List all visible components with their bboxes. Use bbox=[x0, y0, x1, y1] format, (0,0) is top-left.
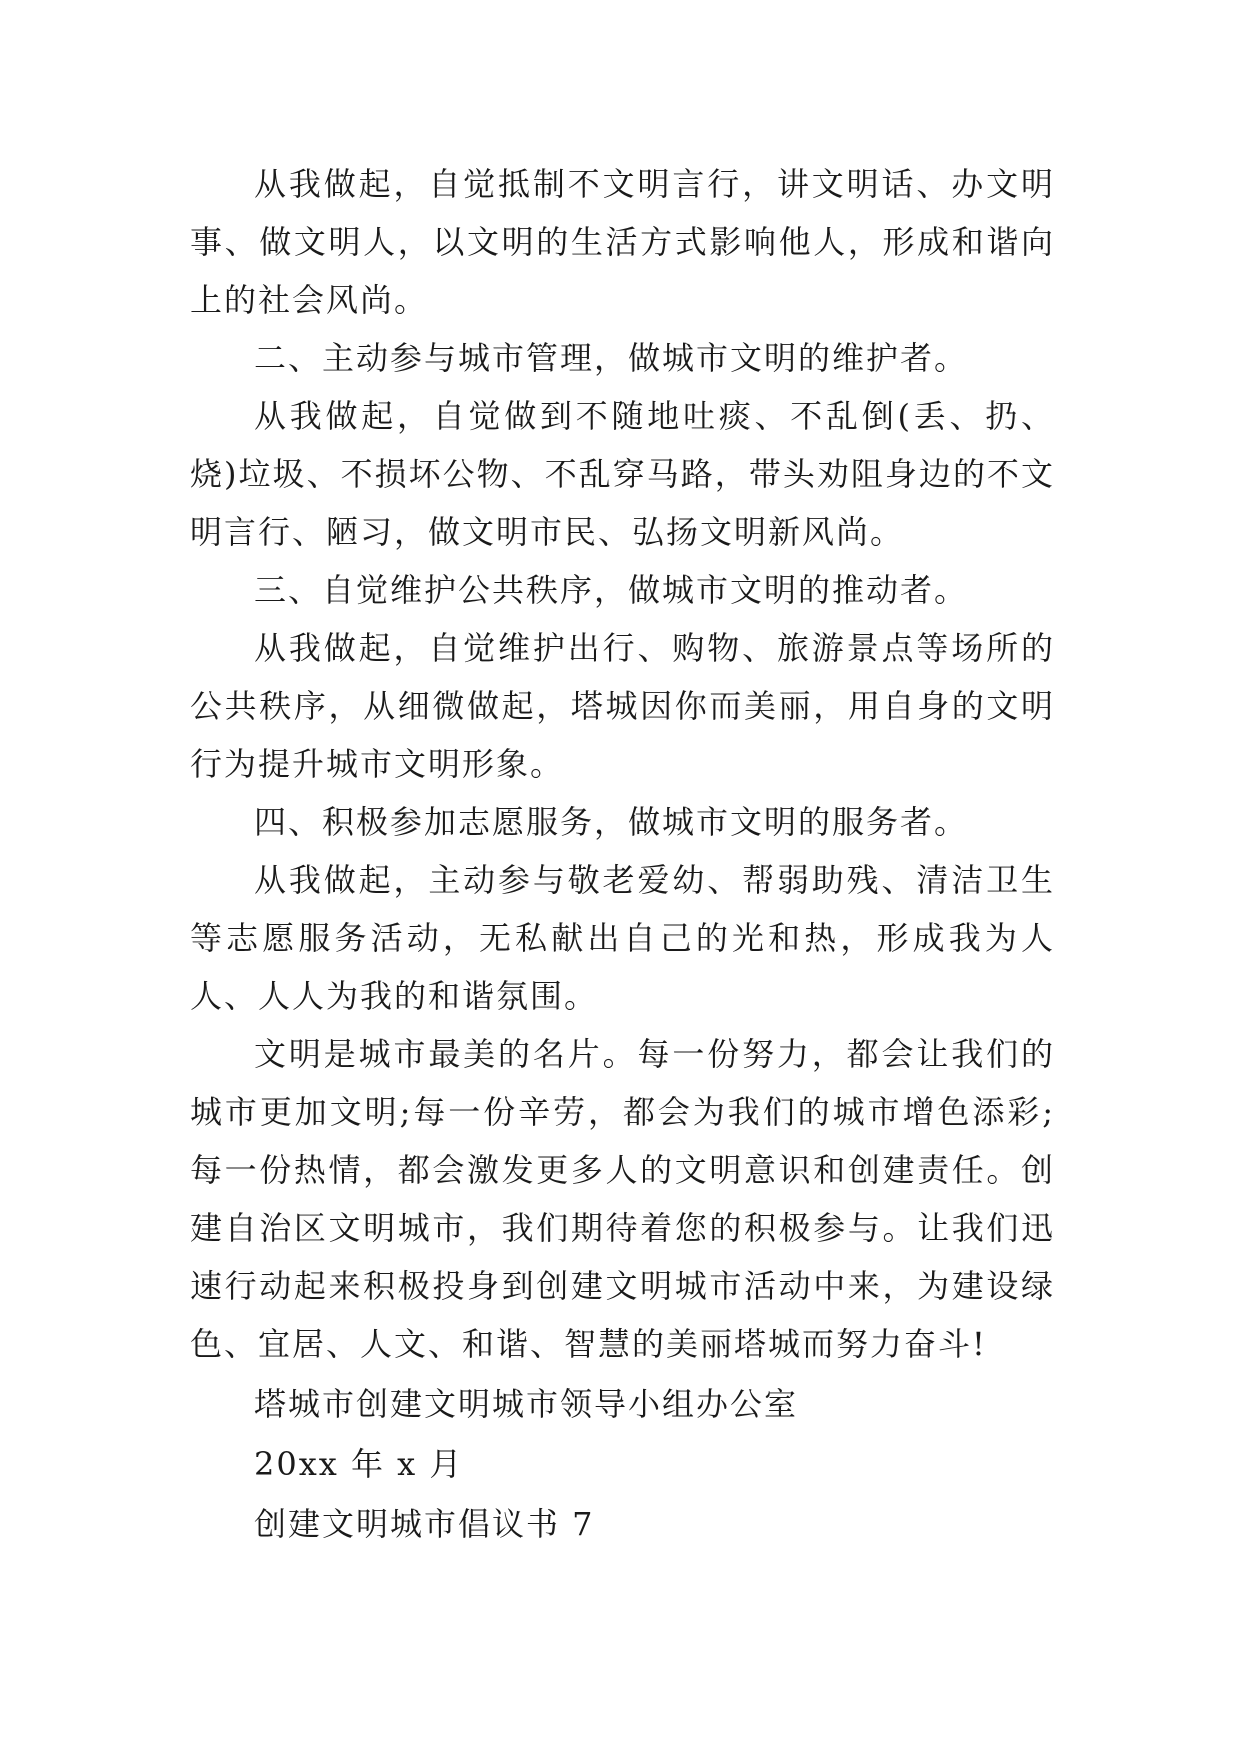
paragraph-1: 从我做起，自觉抵制不文明言行，讲文明话、办文明事、做文明人，以文明的生活方式影响他人，形成和谐向上的社会风尚。 bbox=[190, 165, 1055, 319]
signature-organization: 塔城市创建文明城市领导小组办公室 bbox=[254, 1385, 799, 1423]
section-heading-3: 三、自觉维护公共秩序，做城市文明的推动者。 bbox=[254, 571, 969, 609]
section-heading-4: 四、积极参加志愿服务，做城市文明的服务者。 bbox=[254, 803, 969, 841]
paragraph-2: 从我做起，自觉做到不随地吐痰、不乱倒(丢、扔、烧)垃圾、不损坏公物、不乱穿马路，带头劝阻身边的不文明言行、陋习，做文明市民、弘扬文明新风尚。 bbox=[190, 397, 1055, 551]
document-body bbox=[190, 155, 1055, 1553]
section-heading-2: 二、主动参与城市管理，做城市文明的维护者。 bbox=[254, 339, 969, 377]
next-document-title: 创建文明城市倡议书 7 bbox=[254, 1505, 595, 1543]
closing-paragraph: 文明是城市最美的名片。每一份努力，都会让我们的城市更加文明;每一份辛劳，都会为我们的城市增色添彩;每一份热情，都会激发更多人的文明意识和创建责任。创建自治区文明城市，我们期待着您的积极参与。让我们迅速行动起来积极投身到创建文明城市活动中来，为建设绿色、宜居、人文、和谐、智慧的美丽塔城而努力奋斗! bbox=[190, 1035, 1055, 1363]
paragraph-4: 从我做起，主动参与敬老爱幼、帮弱助残、清洁卫生等志愿服务活动，无私献出自己的光和热，形成我为人人、人人为我的和谐氛围。 bbox=[190, 861, 1055, 1015]
paragraph-3: 从我做起，自觉维护出行、购物、旅游景点等场所的公共秩序，从细微做起，塔城因你而美丽，用自身的文明行为提升城市文明形象。 bbox=[190, 629, 1055, 783]
signature-date: 20xx 年 x 月 bbox=[254, 1445, 464, 1483]
